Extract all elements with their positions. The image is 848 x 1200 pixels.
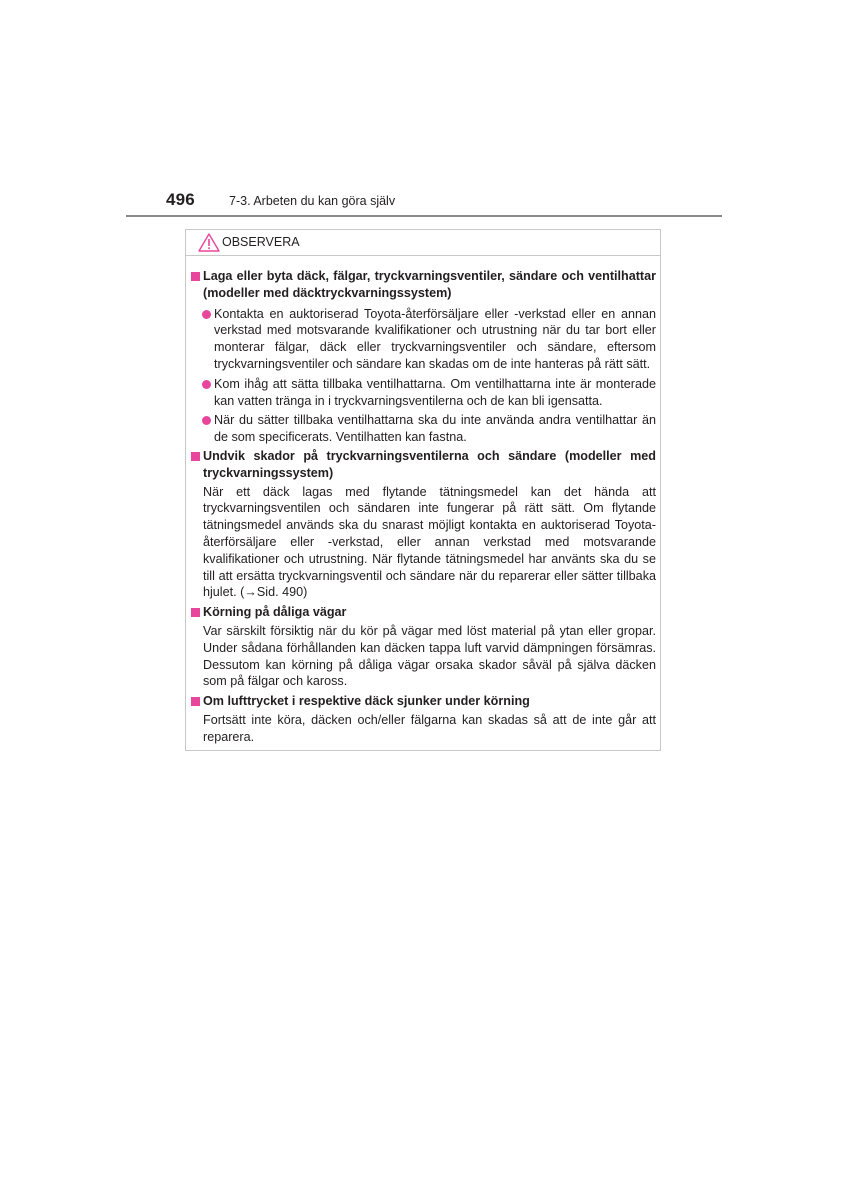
- square-bullet-icon: [191, 272, 200, 281]
- square-bullet-icon: [191, 697, 200, 706]
- notice-label: OBSERVERA: [222, 235, 300, 249]
- circle-bullet-icon: [202, 416, 211, 425]
- square-bullet-icon: [191, 608, 200, 617]
- section-paragraph: När ett däck lagas med flytande tätningsmedel kan det hända att tryckvarningsventilen och sändaren inte fungerar på rätt sätt. Om flytande tätningsmedel används ska du snarast möjligt kontakta en auktoriserad Toyota-återförsäljare eller -verkstad, eller annan verkstad med motsvarande kvalifikationer och utrustning. När flytande tätningsmedel har använts ska du se till att ersätta tryckvarningsventil och sändare när du reparerar eller sätter tillbaka hjulet. (→Sid. 490): [203, 484, 656, 600]
- section-heading: [190, 604, 656, 621]
- section-heading-text: Om lufttrycket i respektive däck sjunker under körning: [203, 694, 530, 709]
- notice-content: [190, 267, 656, 749]
- warning-triangle-icon: [198, 233, 220, 252]
- section-heading: [190, 268, 656, 302]
- section-heading-text: Laga eller byta däck, fälgar, tryckvarningsventiler, sändare och ventilhattar (modeller med däcktryckvarningssystem): [203, 269, 656, 300]
- header-divider: [126, 215, 722, 217]
- list-item-text: Kom ihåg att sätta tillbaka ventilhattarna. Om ventilhattarna inte är monterade kan vatten tränga in i tryckvarningsventilerna och de kan bli igensatta.: [214, 376, 656, 408]
- list-item: [190, 412, 656, 446]
- section-paragraph: Fortsätt inte köra, däcken och/eller fälgarna kan skadas så att de inte går att reparera.: [203, 712, 656, 744]
- section-heading: [190, 693, 656, 710]
- notice-header: [186, 230, 660, 256]
- section-title: 7-3. Arbeten du kan göra själv: [229, 194, 396, 208]
- section-heading: [190, 448, 656, 482]
- section-heading-text: Körning på dåliga vägar: [203, 605, 347, 620]
- notice-box: [185, 229, 661, 751]
- page-number: 496: [166, 190, 195, 209]
- list-item: [190, 306, 656, 373]
- section-heading-text: Undvik skador på tryckvarningsventilerna och sändare (modeller med tryckvarningssystem): [203, 448, 656, 480]
- section-paragraph: Var särskilt försiktig när du kör på vägar med löst material på ytan eller gropar. Under sådana förhållanden kan däcken tappa luft varvid dämpningen försämras. Dessutom kan körning på dåliga vägar orsaka skador såväl på själva däcken som på fälgar och kaross.: [203, 623, 656, 689]
- circle-bullet-icon: [202, 380, 211, 389]
- page-header: [0, 0, 848, 220]
- circle-bullet-icon: [202, 310, 211, 319]
- square-bullet-icon: [191, 452, 200, 461]
- list-item: [190, 376, 656, 410]
- list-item-text: När du sätter tillbaka ventilhattarna ska du inte använda andra ventilhattar än de som specificerats. Ventilhatten kan fastna.: [214, 413, 656, 445]
- list-item-text: Kontakta en auktoriserad Toyota-återförsäljare eller -verkstad eller en annan verkstad med motsvarande kvalifikationer och utrustning när du tar bort eller monterar fälgar, däck eller tryckvarningsventiler och sändare, eftersom tryckvarningsventiler och sändare kan skadas om de inte hanteras på rätt sätt.: [214, 306, 656, 371]
